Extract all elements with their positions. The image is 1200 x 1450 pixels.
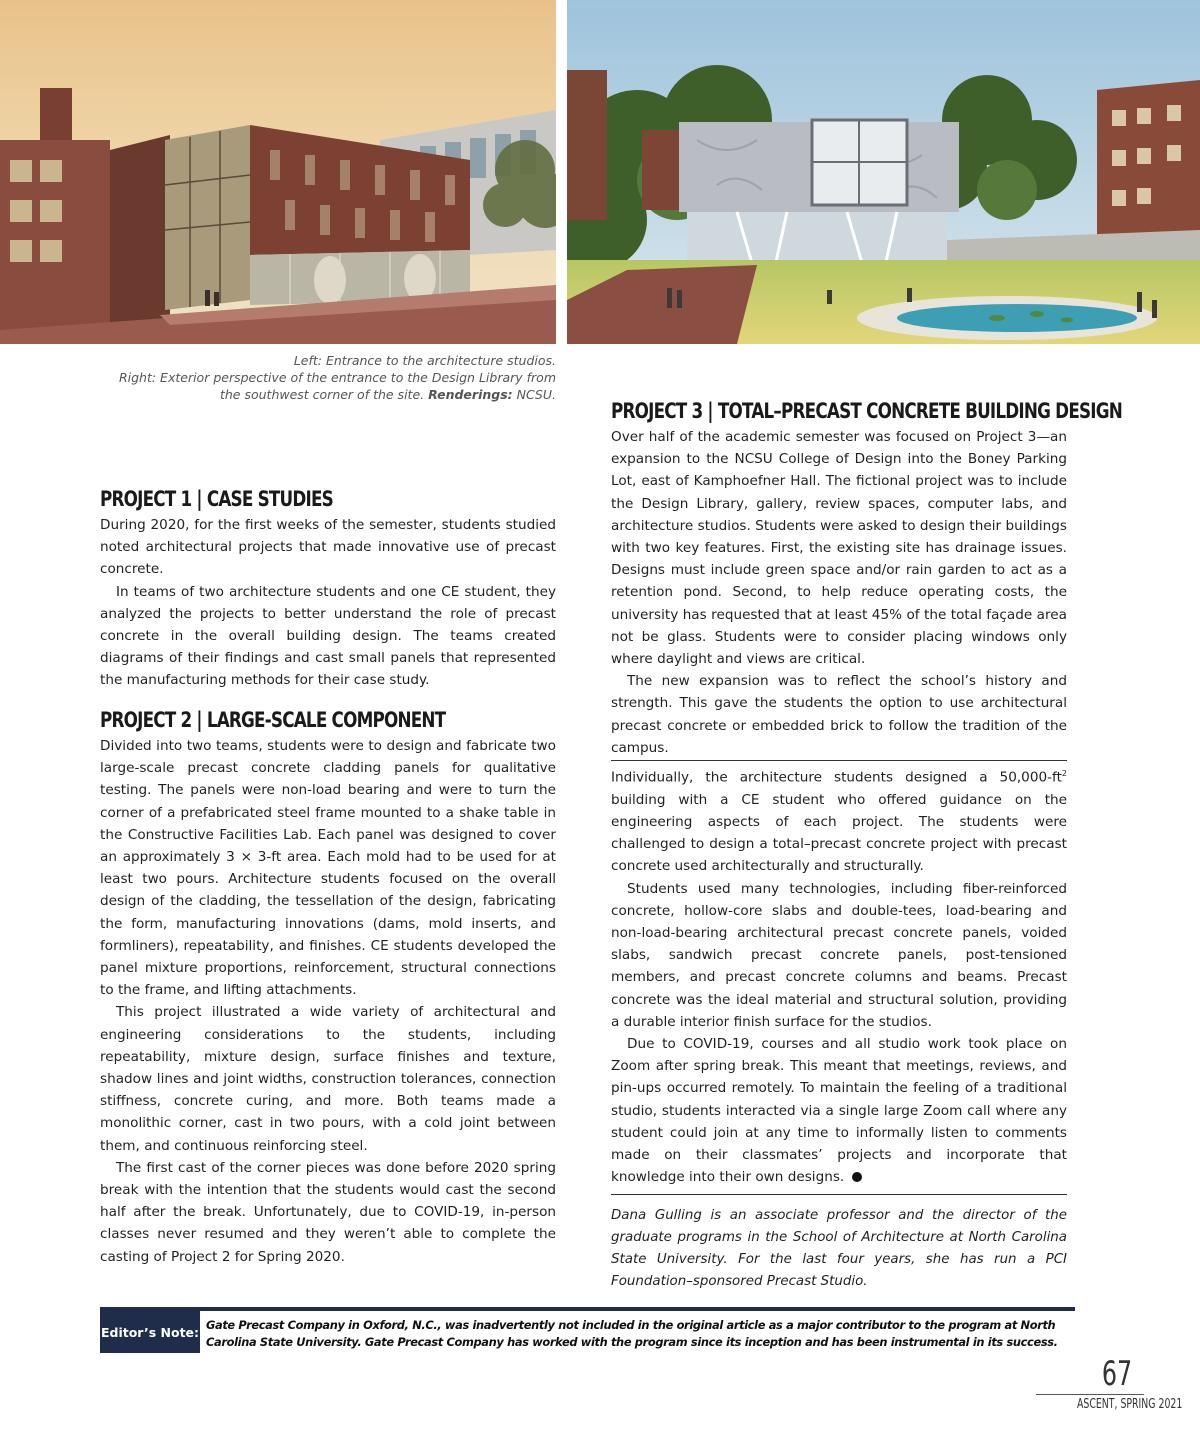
- project2-section: [100, 705, 556, 1268]
- project2-paragraph: This project illustrated a wide variety of architectural and engineering considerations to the students, including repeatability, mixture design, surface finishes and texture, shadow lines and joint widths, construction tolerances, connection stiffness, concrete curing, and more. Both teams made a monolithic corner, cast in two pours, with a cold joint between them, and continuous reinforcing steel.: [100, 1004, 556, 1154]
- project3-paragraph: Students used many technologies, including fiber-reinforced concrete, hollow-core slabs and double-tees, load-bearing and non-load-bearing architectural precast concrete panels, voided slabs, sandwich precast concrete panels, post-tensioned members, and precast concrete columns and beams. Precast concrete was the ideal material and structural solution, providing a durable interior finish surface for the studios.: [611, 880, 1067, 1030]
- end-mark-icon: [852, 1172, 862, 1182]
- image-caption: [100, 352, 556, 403]
- project1-section: [100, 484, 556, 692]
- caption-credit-label: Renderings:: [428, 387, 513, 402]
- page-number: 67: [1101, 1354, 1133, 1394]
- editors-note: [100, 1307, 1075, 1357]
- project3-final-paragraph: Due to COVID-19, courses and all studio work took place on Zoom after spring break. This meant that meetings, reviews, and pin-ups occurred remotely. To maintain the feeling of a traditional studio, students interacted via a single large Zoom call where any student could join at any time to informally listen to comments made on their classmates’ projects and incorporate that knowledge into their own designs.: [611, 1036, 1067, 1186]
- project2-paragraph: The first cast of the corner pieces was done before 2020 spring break with the intention that the students would cast the second half after the break. Unfortunately, due to COVID-19, in-person classes never resumed and they weren’t able to complete the casting of Project 2 for Spring 2020.: [100, 1159, 556, 1265]
- project3-area-paragraph: Individually, the architecture students designed a $50,000-ft^2$ building with a CE student who offered guidance on the engineering aspects of each project. The students were challenged to design a total–precast concrete project with precast concrete used architecturally and structurally.: [611, 769, 1067, 875]
- project1-heading: PROJECT 1 | CASE STUDIES: [100, 487, 333, 511]
- publication-footer: ASCENT, SPRING 2021: [1076, 1397, 1183, 1412]
- footer-rule: [1036, 1394, 1144, 1395]
- project3-heading: PROJECT 3 | TOTAL–PRECAST CONCRETE BUILDING DESIGN: [611, 399, 1123, 423]
- project1-paragraph: In teams of two architecture students and one CE student, they analyzed the projects to better understand the role of precast concrete in the overall building design. The teams created diagrams of their findings and cast small panels that represented the manufacturing methods for their case study.: [100, 583, 556, 689]
- project3-paragraph: The new expansion was to reflect the school’s history and strength. This gave the students the option to use architectural precast concrete or embedded brick to follow the tradition of the campus.: [611, 673, 1067, 756]
- caption-line-left: Left: Entrance to the architecture studios.: [293, 353, 556, 368]
- section-divider: [611, 760, 1067, 761]
- caption-line-right: Right: Exterior perspective of the entrance to the Design Library from the southwest corner of the site. Renderings: NCSU.: [118, 370, 556, 402]
- editors-note-text: Gate Precast Company in Oxford, N.C., was inadvertently not included in the original article as a major contributor to the program at North Carolina State University. Gate Precast Company has worked with the program since its inception and has been instrumental in its success.: [206, 1318, 1058, 1349]
- caption-credit-value: NCSU.: [516, 387, 556, 402]
- project1-paragraph: During 2020, for the first weeks of the semester, students studied noted architectural projects that made innovative use of precast concrete.: [100, 517, 556, 578]
- project3-section: [611, 396, 1123, 1188]
- rendering-right-image: [567, 0, 1200, 344]
- project3-paragraph: Over half of the academic semester was focused on Project 3—an expansion to the NCSU College of Design into the Boney Parking Lot, east of Kamphoefner Hall. The fictional project was to include the Design Library, gallery, review spaces, computer labs, and architecture studios. Students were asked to design their buildings with two key features. First, the existing site has drainage issues. Designs must include green space and/or rain garden to act as a retention pond. Second, to help reduce operating costs, the university has requested that at least 45% of the total façade area not be glass. Students were to consider placing windows only where daylight and views are critical.: [611, 429, 1067, 668]
- author-bio: [611, 1194, 1067, 1293]
- project2-paragraph: Divided into two teams, students were to design and fabricate two large-scale precast concrete cladding panels for qualitative testing. The panels were non-load bearing and were to turn the corner of a prefabricated steel frame mounted to a shake table in the Constructive Facilities Lab. Each panel was designed to cover an approximately 3 × 3-ft area. Each mold had to be used for at least two pours. Architecture students focused on the overall design of the cladding, the tessellation of the design, fabricating the form, manufacturing innovations (dams, mold inserts, and formliners), repeatability, and finishes. CE students developed the panel mixture proportions, reinforcement, structural connections to the frame, and lifting attachments.: [100, 738, 556, 999]
- author-bio-text: Dana Gulling is an associate professor and the director of the graduate programs in the School of Architecture at North Carolina State University. For the last four years, she has run a PCI Foundation–sponsored Precast Studio.: [611, 1208, 1067, 1289]
- rendering-left-image: [0, 0, 556, 344]
- project2-heading: PROJECT 2 | LARGE-SCALE COMPONENT: [100, 708, 446, 732]
- editors-note-label: Editor’s Note:: [100, 1311, 200, 1353]
